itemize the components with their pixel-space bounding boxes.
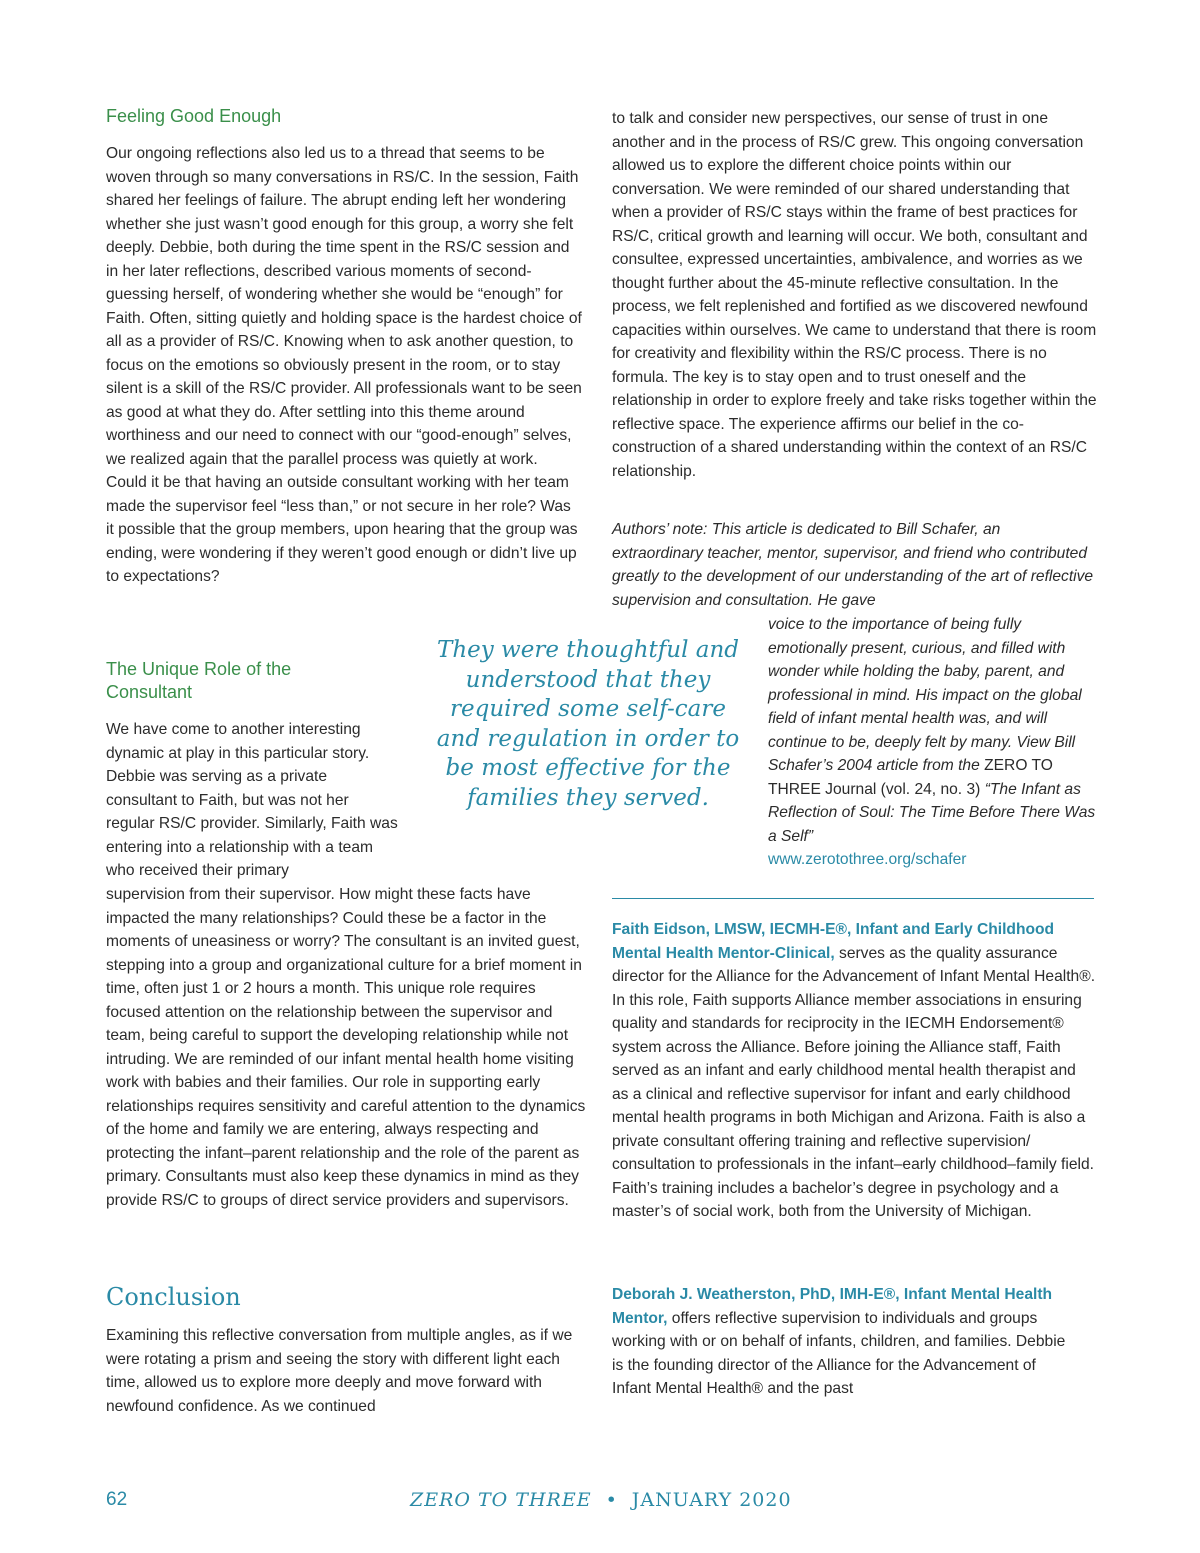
- author-bio-faith-text: serves as the quality assurance director for the Alliance for the Advancement of Infant Mental Health®. In this role, Faith supports Alliance member associations in ensuring quality and standards for reciprocity in the IECMH Endorsement® system across the Alliance. Before joining the Alliance staff, Faith served as an infant and early childhood mental health therapist and as a clinical and reflective supervisor for infant and early childhood mental health programs in both Michigan and Arizona. Faith is also a private consultant offering training and reflective supervision/ consultation to professionals in the infant–early childhood–family field. Faith’s training includes a bachelor’s degree in psychology and a master’s of social work, both from the University of Michigan.: [612, 944, 1096, 1220]
- magazine-name: ZERO TO THREE: [410, 1489, 592, 1511]
- author-name-deborah: Deborah J. Weatherston, PhD, IMH-E®, Infant Mental Health Mentor,: [612, 1286, 1053, 1327]
- article-title: “The Infant as Reflection of Soul: The Time Before There Was a Self”: [768, 780, 1096, 845]
- section-heading-conclusion: Conclusion: [106, 1283, 241, 1311]
- author-bio-faith: [612, 918, 1096, 1224]
- section-body-unique-role-narrow: We have come to another interesting dynamic at play in this particular story. Debbie was serving as a private consultant to Faith, but was not her regular RS/C provider. Similarly, Faith was entering into a relationship with a team who received their primary: [106, 721, 398, 879]
- journal-reference: ZERO TO THREE Journal (vol. 24, no. 3): [768, 757, 1053, 798]
- issue-date: JANUARY 2020: [631, 1489, 792, 1511]
- section-body-conclusion: Examining this reflective conversation from multiple angles, as if we were rotating a prism and seeing the story with different light each time, allowed us to explore more deeply and move forward with newfound confidence. As we continued: [106, 1327, 573, 1415]
- author-bio-deborah: [612, 1283, 1068, 1401]
- section-heading-unique-role: The Unique Role of the Consultant: [106, 659, 292, 702]
- author-bio-deborah-text: offers reflective supervision to individuals and groups working with or on behalf of infants, children, and families. Debbie is the founding director of the Alliance for the Advancement of Infant Mental Health® and the past: [612, 1309, 1066, 1397]
- page-number: 62: [106, 1489, 128, 1510]
- bio-divider: [612, 898, 1094, 899]
- page-footer: [0, 1489, 1200, 1519]
- authors-note-narrow-text: voice to the importance of being fully emotionally present, curious, and filled with wonder while holding the baby, parent, and professional in mind. His impact on the global field of infant mental health was, and will continue to be, deeply felt by many. View Bill Schafer’s 2004 article from the: [768, 616, 1082, 774]
- section-body-feeling-good-enough: Our ongoing reflections also led us to a thread that seems to be woven through so many conversations in RS/C. In the session, Faith shared her feelings of failure. The abrupt ending left her wondering whether she just wasn’t good enough for this group, a worry she felt deeply. Debbie, both during the time spent in the RS/C session and in her later reflections, described various moments of second-guessing herself, of wondering whether she would be “enough” for Faith. Often, sitting quietly and holding space is the hardest choice of all as a provider of RS/C. Knowing when to ask another question, to focus on the emotions so obviously present in the room, or to stay silent is a skill of the RS/C provider. All professionals want to be seen as good at what they do. After settling into this theme around worthiness and our need to connect with our “good-enough” selves, we realized again that the parallel process was quietly at work. Could it be that having an outside consultant working with her team made the supervisor feel “less than,” or not secure in her role? Was it possible that the group members, upon hearing that the group was ending, were wondering if they weren’t good enough or didn’t live up to expectations?: [106, 145, 582, 585]
- schafer-link[interactable]: www.zerotothree.org/schafer: [768, 851, 967, 868]
- footer-masthead: [410, 1489, 792, 1511]
- pull-quote: They were thoughtful and understood that they required some self-care and regulation in order to be most effective for the families they served.: [436, 637, 740, 811]
- authors-note-narrow: [768, 613, 1100, 872]
- section-heading-feeling-good-enough: Feeling Good Enough: [106, 106, 282, 126]
- section-body-unique-role-wide: supervision from their supervisor. How might these facts have impacted the many relationships? Could these be a factor in the moments of uneasiness or worry? The consultant is an invited guest, stepping into a group and organizational culture for a brief moment in time, often just 1 or 2 hours a month. This unique role requires focused attention on the relationship between the supervisor and team, being careful to support the developing relationship while not intruding. We are reminded of our infant mental health home visiting work with babies and their families. Our role in supporting early relationships requires sensitivity and careful attention to the dynamics of the home and family we are entering, always respecting and protecting the infant–parent relationship and the role of the parent as primary. Consultants must also keep these dynamics in mind as they provide RS/C to groups of direct service providers and supervisors.: [106, 886, 586, 1209]
- section-body-continued: to talk and consider new perspectives, our sense of trust in one another and in the process of RS/C grew. This ongoing conversation allowed us to explore the different choice points within our conversation. We were reminded of our shared understanding that when a provider of RS/C stays within the frame of best practices for RS/C, critical growth and learning will occur. We both, consultant and consultee, expressed uncertainties, ambivalence, and worries as we thought further about the 45-minute reflective consultation. In the process, we felt replenished and fortified as we discovered newfound capacities within ourselves. We came to understand that there is room for creativity and flexibility within the RS/C process. There is no formula. The key is to stay open and to trust oneself and the relationship in order to explore freely and take risks together within the reflective space. The experience affirms our belief in the co-construction of a shared understanding within the context of an RS/C relationship.: [612, 110, 1097, 480]
- authors-note-wide: Authors’ note: This article is dedicated to Bill Schafer, an extraordinary teacher, mentor, supervisor, and friend who contributed greatly to the development of our understanding of the art of reflective supervision and consultation. He gave: [612, 521, 1094, 609]
- author-name-faith: Faith Eidson, LMSW, IECMH-E®, Infant and Early Childhood Mental Health Mentor-Clinical,: [612, 921, 1055, 962]
- footer-separator: •: [605, 1489, 618, 1511]
